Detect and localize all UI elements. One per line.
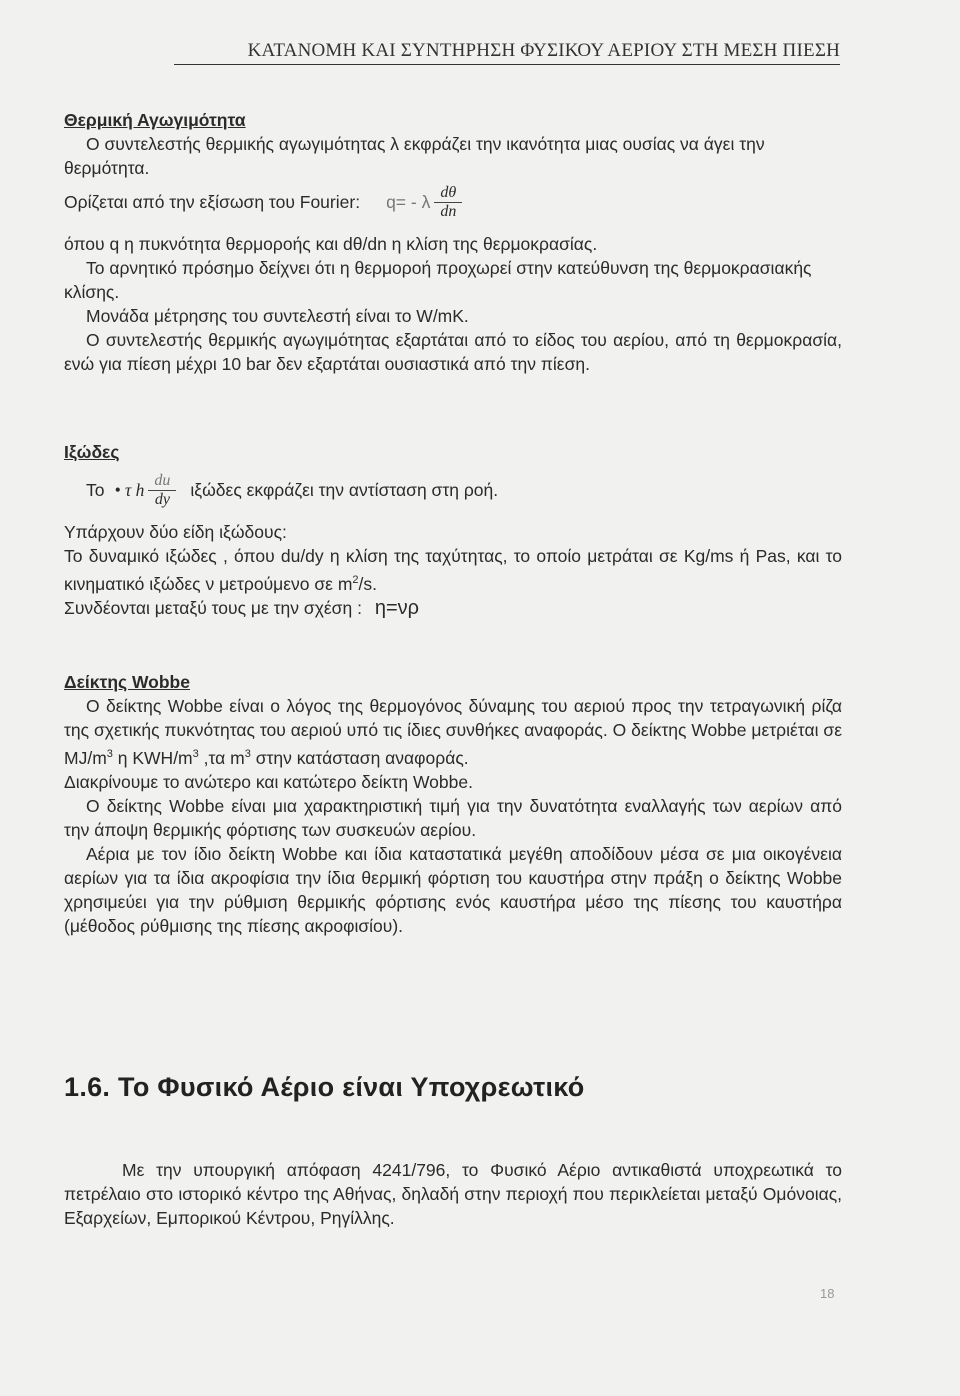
wobbe-heading: Δείκτης Wobbe bbox=[64, 672, 190, 692]
viscosity-relation bbox=[64, 596, 842, 620]
wobbe-definition bbox=[64, 694, 842, 770]
wobbe-upper-lower: Διακρίνουμε το ανώτερο και κατώτερο δείκτη Wobbe. bbox=[64, 771, 473, 792]
fourier-denominator: dn bbox=[440, 202, 457, 220]
thermal-unit: Μονάδα μέτρησης του συντελεστή είναι το W/mK. bbox=[86, 306, 469, 326]
viscosity-desc-text-a: Το δυναμικό ιξώδες , όπου du/dy η κλίση της ταχύτητας, το οποίο μετράται σε Kg/ms ή Pas, και το κινηματικό ιξώδες ν μετρούμενο σε m bbox=[64, 546, 842, 594]
viscosity-desc-sup: 2 bbox=[352, 574, 359, 586]
viscosity-formula-row bbox=[64, 464, 842, 516]
viscosity-numerator: du bbox=[148, 472, 176, 491]
thermal-where: όπου q η πυκνότητα θερμοροής και dθ/dn η κλίση της θερμοκρασίας. bbox=[64, 234, 598, 254]
viscosity-denominator: dy bbox=[154, 490, 170, 508]
wobbe-sup-1: 3 bbox=[106, 748, 113, 760]
wobbe-sup-3: 3 bbox=[244, 748, 251, 760]
thermal-section bbox=[64, 108, 842, 376]
running-header: ΚΑΤΑΝΟΜΗ ΚΑΙ ΣΥΝΤΗΡΗΣΗ ΦΥΣΙΚΟΥ ΑΕΡΙΟΥ ΣΤΗ ΜΕΣΗ ΠΙΕΣΗ bbox=[174, 40, 840, 65]
thermal-sign-note: Το αρνητικό πρόσημο δείχνει ότι η θερμοροή προχωρεί στην κατεύθυνση της θερμοκρασιακής κλίσης. bbox=[64, 258, 812, 302]
viscosity-intro-prefix: Το bbox=[86, 480, 105, 500]
section-paragraph: Με την υπουργική απόφαση 4241/796, το Φυσικό Αέριο αντικαθιστά υποχρεωτικά το πετρέλαιο στο ιστορικό κέντρο της Αθήνας, δηλαδή στην περιοχή που περικλείεται μεταξύ Ομόνοιας, Εξαρχείων, Εμπορικού Κέντρου, Ρηγίλλης. bbox=[64, 1160, 842, 1228]
fourier-fraction bbox=[434, 184, 462, 221]
fourier-numerator: dθ bbox=[434, 184, 462, 203]
wobbe-def-d: στην κατάσταση αναφοράς. bbox=[250, 747, 469, 768]
viscosity-types: Υπάρχουν δύο είδη ιξώδους: bbox=[64, 522, 287, 542]
viscosity-intro-suffix: ιξώδες εκφράζει την αντίσταση στη ροή. bbox=[190, 480, 499, 500]
wobbe-def-c: ,τα m bbox=[198, 747, 245, 768]
thermal-definition: Ο συντελεστής θερμικής αγωγιμότητας λ εκφράζει την ικανότητα μιας ουσίας να άγει την θερμότητα. bbox=[64, 134, 765, 178]
viscosity-formula-lhs: • τ h bbox=[114, 480, 145, 500]
wobbe-characteristic: Ο δείκτης Wobbe είναι μια χαρακτηριστική τιμή για την δυνατότητα εναλλαγής των αερίων από την άποψη θερμικής φόρτισης των συσκευών αερίου. bbox=[64, 795, 842, 840]
wobbe-def-a: Ο δείκτης Wobbe είναι ο λόγος της θερμογόνος δύναμης του αεριού προς την τετραγωνική ρίζα της σχετικής πυκνότητας του αεριού υπό τις ίδιες συνθήκες αναφοράς. Ο δείκτης Wobbe μετριέται σε MJ/m bbox=[64, 696, 842, 768]
viscosity-description bbox=[64, 544, 842, 596]
thermal-dependency: Ο συντελεστής θερμικής αγωγιμότητας εξαρτάται από το είδος του αερίου, από τη θερμοκρασία, ενώ για πίεση μέχρι 10 bar δεν εξαρτάται ουσιαστικά από την πίεση. bbox=[64, 330, 842, 374]
section-title: 1.6. Το Φυσικό Αέριο είναι Υποχρεωτικό bbox=[64, 1072, 585, 1102]
page-number: 18 bbox=[820, 1286, 835, 1301]
wobbe-sup-2: 3 bbox=[192, 748, 199, 760]
fourier-label: Ορίζεται από την εξίσωση του Fourier: bbox=[64, 192, 361, 212]
viscosity-section bbox=[64, 440, 842, 620]
section-body bbox=[64, 1158, 842, 1230]
wobbe-application: Αέρια με τον ίδιο δείκτη Wobbe και ίδια καταστατικά μεγέθη αποδίδουν μέσα σε μια οικογένεια αερίων για τα ίδια ακροφίσια την ίδια θερμική φόρτιση του καυστήρα στην πράξη ο δείκτης Wobbe χρησιμεύει για την ρύθμιση θερμικής φόρτισης ενός καυστήρα μέσο της πίεσης του καυστήρα (μέθοδος ρύθμισης της πίεσης ακροφισίου). bbox=[64, 843, 842, 936]
wobbe-section bbox=[64, 670, 842, 938]
fourier-row bbox=[64, 180, 842, 224]
viscosity-relation-label: Συνδέονται μεταξύ τους με την σχέση : bbox=[64, 597, 362, 618]
viscosity-fraction bbox=[148, 472, 176, 509]
viscosity-relation-formula: η=νρ bbox=[374, 596, 420, 619]
viscosity-heading: Ιξώδες bbox=[64, 442, 120, 462]
fourier-formula-lhs: q= - λ bbox=[386, 192, 431, 212]
wobbe-def-b: η KWH/m bbox=[112, 747, 193, 768]
thermal-heading: Θερμική Αγωγιμότητα bbox=[64, 110, 246, 130]
viscosity-desc-text-b: /s. bbox=[358, 573, 378, 594]
